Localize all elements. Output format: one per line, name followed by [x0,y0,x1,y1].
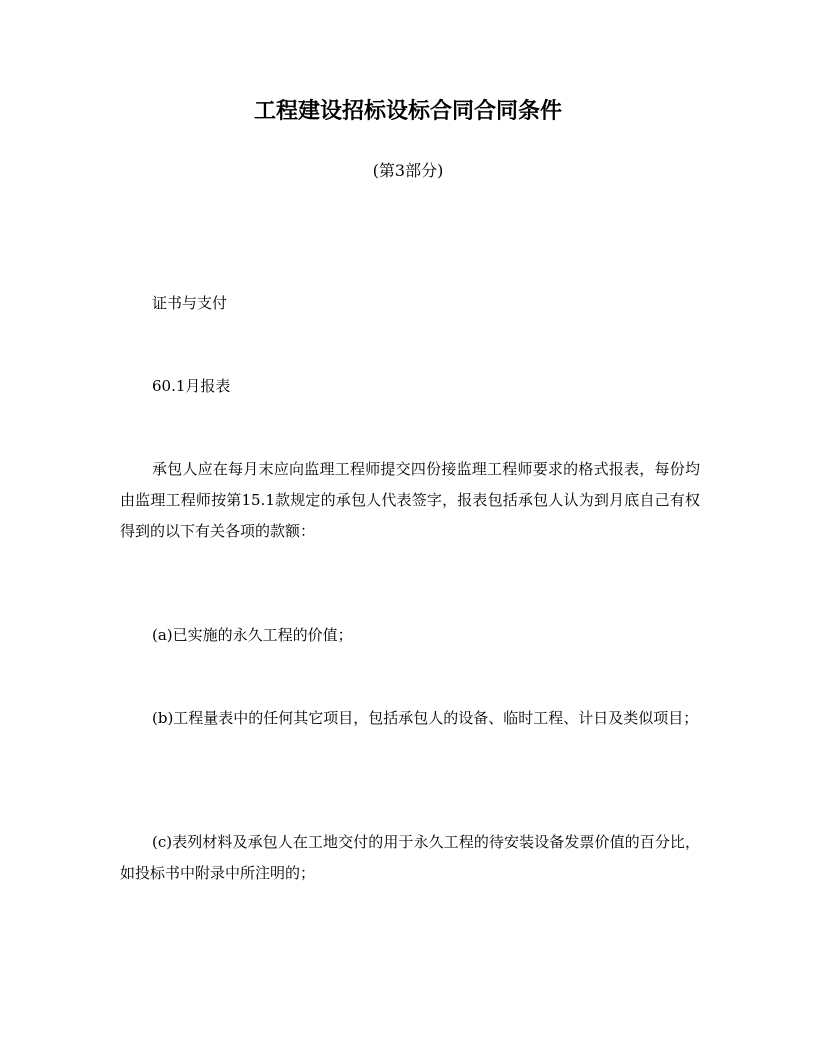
document-title: 工程建设招标设标合同合同条件 [253,99,562,124]
paragraph: 承包人应在每月末应向监理工程师提交四份接监理工程师要求的格式报表，每份均由监理工程师按第15.1款规定的承包人代表签字，报表包括承包人认为到月底自己有权得到的以下有关各项的款额： [120,460,700,540]
section-heading: 证书与支付 [152,294,228,312]
list-item-a: (a)已实施的永久工程的价值； [152,626,353,644]
clause-heading: 60.1月报表 [152,377,231,395]
list-item-b: (b)工程量表中的任何其它项目，包括承包人的设备、临时工程、计日及类似项目； [152,709,699,727]
list-item-c: (c)表列材料及承包人在工地交付的用于永久工程的待安装设备发票价值的百分比，如投标书中附录中所注明的； [120,833,700,882]
document-subtitle: (第3部分) [372,161,444,180]
